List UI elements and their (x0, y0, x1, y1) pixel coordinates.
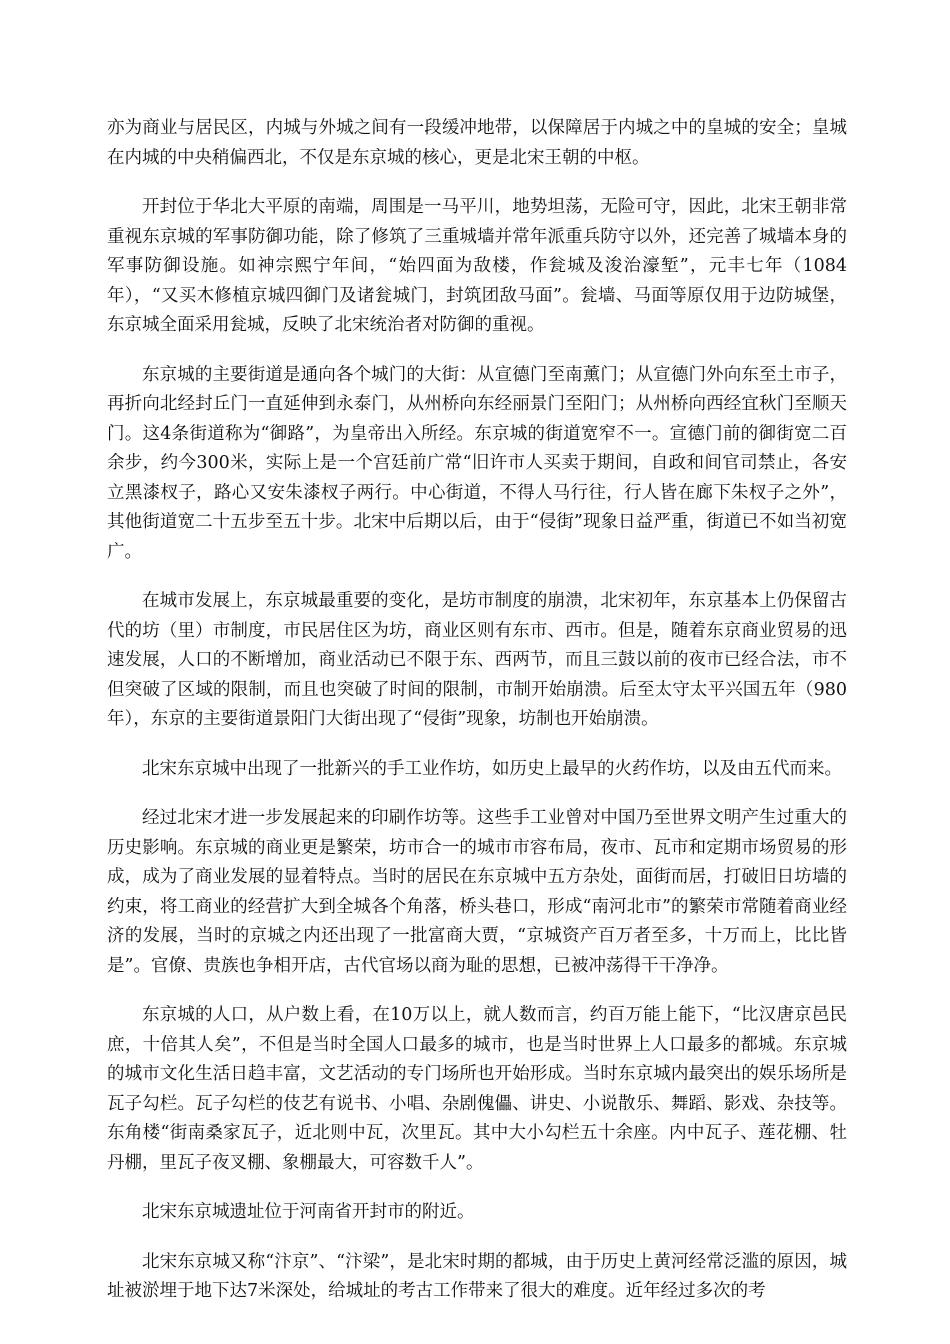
paragraph-4: 在城市发展上，东京城最重要的变化，是坊市制度的崩溃，北宋初年，东京基本上仍保留古代的坊（里）市制度，市民居住区为坊，商业区则有东市、西市。但是，随着东京商业贸易的迅速发展，人口的不断增加，商业活动已不限于东、西两节，而且三鼓以前的夜市已经合法，市不但突破了区域的限制，而且也突破了时间的限制，市制开始崩溃。后至太守太平兴国五年（980年），东京的主要街道景阳门大街出现了“侵街”现象，坊制也开始崩溃。 (107, 591, 847, 729)
paragraph-3: 东京城的主要街道是通向各个城门的大街：从宣德门至南薰门；从宣德门外向东至土市子，再折向北经封丘门一直延伸到永泰门，从州桥向东经丽景门至阳门；从州桥向西经宜秋门至顺天门。这4条街道称为“御路”，为皇帝出入所经。东京城的街道宽窄不一。宣德门前的御街宽二百余步，约今300米，实际上是一个宫廷前广常“旧许市人买卖于期间，自政和间官司禁止，各安立黑漆杈子，路心又安朱漆杈子两行。中心街道，不得人马行往，行人皆在廊下朱杈子之外”，其他街道宽二十五步至五十步。北宋中后期以后，由于“侵街”现象日益严重，街道已不如当初宽广。 (107, 364, 847, 562)
paragraph-1: 亦为商业与居民区，内城与外城之间有一段缓冲地带，以保障居于内城之中的皇城的安全；皇城在内城的中央稍偏西北，不仅是东京城的核心，更是北宋王朝的中枢。 (107, 118, 847, 168)
document-page (107, 114, 847, 1327)
paragraph-9: 北宋东京城又称“汴京”、“汴梁”，是北宋时期的都城，由于历史上黄河经常泛滥的原因，城址被淤埋于地下达7米深处，给城址的考古工作带来了很大的难度。近年经过多次的考 (107, 1251, 847, 1301)
paragraph-5: 北宋东京城中出现了一批新兴的手工业作坊，如历史上最早的火药作坊，以及由五代而来。 (142, 758, 842, 779)
paragraph-6: 经过北宋才进一步发展起来的印刷作坊等。这些手工业曾对中国乃至世界文明产生过重大的历史影响。东京城的商业更是繁荣，坊市合一的城市市容布局，夜市、瓦市和定期市场贸易的形成，成为了商业发展的显着特点。当时的居民在东京城中五方杂处，面街而居，打破旧日坊墙的约束，将工商业的经营扩大到全城各个角落，桥头巷口，形成“南河北市”的繁荣市常随着商业经济的发展，当时的京城之内还出现了一批富商大贾，“京城资产百万者至多，十万而上，比比皆是”。官僚、贵族也争相开店，古代官场以商为耻的思想，已被冲荡得干干净净。 (107, 808, 847, 976)
paragraph-8: 北宋东京城遗址位于河南省开封市的附近。 (142, 1202, 475, 1222)
paragraph-7: 东京城的人口，从户数上看，在10万以上，就人数而言，约百万能上能下，“比汉唐京邑民庶，十倍其人矣”，不但是当时全国人口最多的城市，也是当时世界上人口最多的都城。东京城的城市文化生活日趋丰富，文艺活动的专门场所也开始形成。当时东京城内最突出的娱乐场所是瓦子勾栏。瓦子勾栏的伎艺有说书、小唱、杂剧傀儡、讲史、小说散乐、舞蹈、影戏、杂技等。东角楼“街南桑家瓦子，近北则中瓦，次里瓦。其中大小勾栏五十余座。内中瓦子、莲花棚、牡丹棚，里瓦子夜叉棚、象棚最大，可容数千人”。 (107, 1005, 847, 1173)
paragraph-2: 开封位于华北大平原的南端，周围是一马平川，地势坦荡，无险可守，因此，北宋王朝非常重视东京城的军事防御功能，除了修筑了三重城墙并常年派重兵防守以外，还完善了城墙本身的军事防御设施。如神宗熙宁年间，“始四面为敌楼，作瓮城及浚治濠堑”，元丰七年（1084年），“又买木修植京城四御门及诸瓮城门，封筑团敌马面”。瓮墙、马面等原仅用于边防城堡，东京城全面采用瓮城，反映了北宋统治者对防御的重视。 (107, 197, 847, 335)
